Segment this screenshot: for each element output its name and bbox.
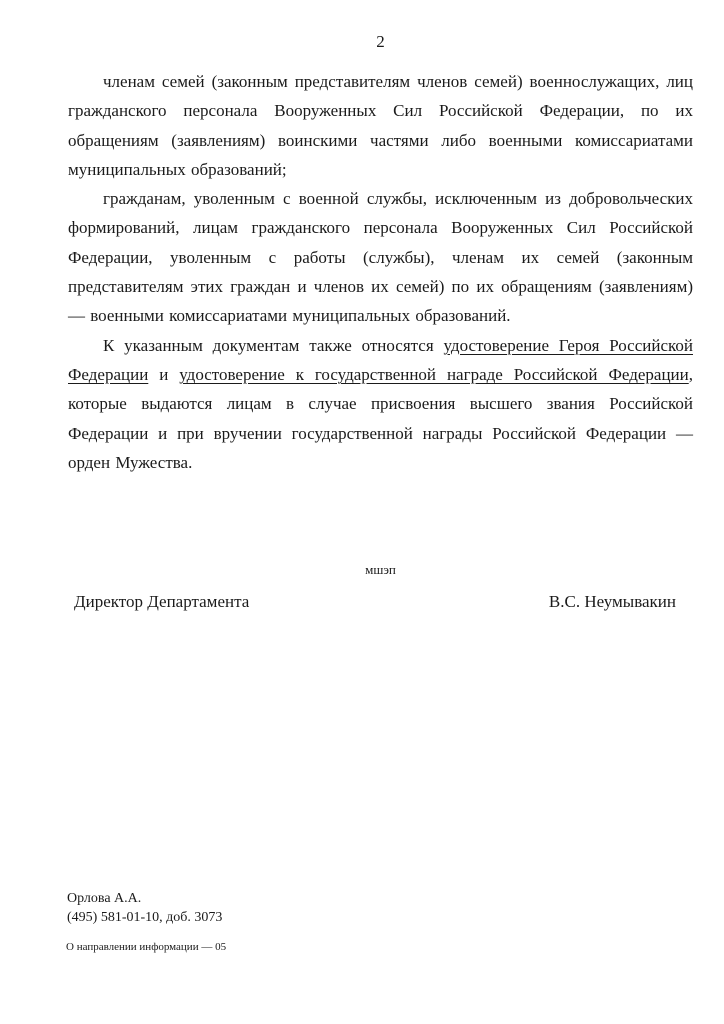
paragraph-hero-certificate: [68, 331, 693, 477]
text-segment: членам семей (законным представителям членов семей) военнослужащих, лиц гражданского персонала Вооруженных Сил Российской Федерации, по их обращениям (заявлениям) воинскими частями либо военными комиссариатами муниципальных образований;: [68, 72, 693, 179]
paragraph-family-members: [68, 67, 693, 184]
executor-phone: (495) 581-01-10, доб. 3073: [67, 910, 223, 925]
signature-block: [68, 591, 693, 613]
signer-position: Директор Департамента: [74, 592, 250, 611]
executor-name: Орлова А.А.: [67, 891, 142, 906]
signer-name: В.С. Неумывакин: [548, 592, 676, 611]
underlined-text: удостоверение Героя Российской Федерации: [68, 335, 693, 384]
text-segment: К указанным документам также относятся: [103, 335, 444, 355]
text-segment: и: [148, 364, 180, 384]
document-body: [68, 67, 693, 477]
underlined-text: удостоверение к государственной награде Российской Федерации: [179, 364, 689, 384]
electronic-signature-stamp: мшэп: [365, 562, 396, 577]
text-segment: гражданам, уволенным с военной службы, исключенным из добровольческих формирований, лицам гражданского персонала Вооруженных Сил Российской Федерации, уволенным с работы (службы), членам их семей (законным представителям этих граждан и членов их семей) по их обращениям (заявлениям) — военными комиссариатами муниципальных образований.: [68, 189, 693, 326]
executor-block: [67, 889, 222, 927]
page-number: 2: [376, 32, 385, 51]
paragraph-discharged-citizens: [68, 184, 693, 330]
text-segment: , которые выдаются лицам в случае присвоения высшего звания Российской Федерации и при вручении государственной награды Российской Федерации — орден Мужества.: [68, 364, 693, 472]
document-reference: О направлении информации — 05: [66, 941, 227, 953]
